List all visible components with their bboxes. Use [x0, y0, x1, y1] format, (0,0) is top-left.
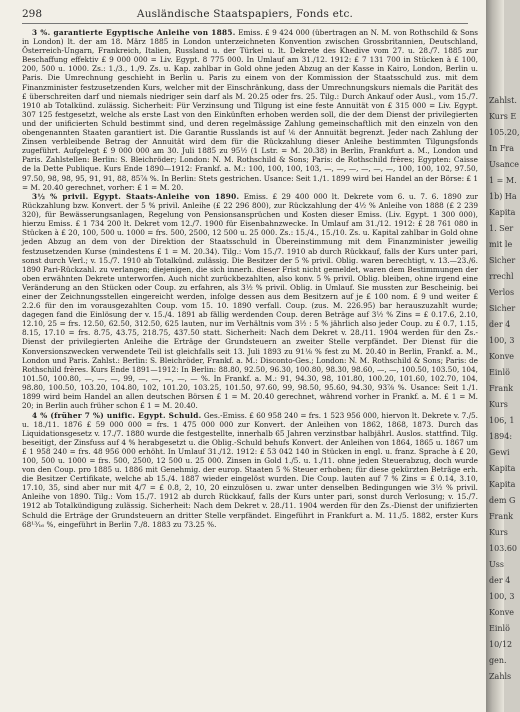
section-egypt-1885: [22, 28, 478, 192]
adjacent-page-fragment: 105.20,: [489, 128, 520, 137]
section-egypt-1890: [22, 192, 478, 410]
adjacent-page-fragment: der 4: [489, 576, 511, 585]
adjacent-page-fragment: Einlö: [489, 624, 510, 633]
adjacent-page-fragment: gen.: [489, 656, 507, 665]
adjacent-page-fragment: dem G: [489, 496, 516, 505]
adjacent-page-fragment: Kurs: [489, 400, 508, 409]
adjacent-page-fragment: Sicher: [489, 304, 516, 313]
adjacent-page-fragment: 1b) Ha: [489, 192, 517, 201]
adjacent-page-fragment: In Fra: [489, 144, 514, 153]
adjacent-page-fragment: 103.60: [489, 544, 517, 553]
adjacent-page-fragment: Einlö: [489, 368, 510, 377]
adjacent-page-fragment: 100, 3: [489, 336, 515, 345]
page-body: [22, 28, 478, 529]
adjacent-page-fragment: Kurs E: [489, 112, 517, 121]
adjacent-page-fragment: Frank: [489, 512, 514, 521]
adjacent-page-fragment: Kapita: [489, 480, 516, 489]
section-text: Emiss. £ 9 424 000 (übertragen an N. M. von Rothschild & Sons in London) lt. der am 18. März 1885 in London unterzeichneten Konvention zwischen Grossbritannien, Deutschland, Österreich-Ungarn, Frankreich, Italien, Russland u. der Türkei u. lt. Dekrete des Khedive vom 27. u. 28./7. 1885 zur Beschaffung effektiv £ 9 000 000 = Liv. Egypt. 8 775 000. In Umlauf am 31./12. 1912: £ 7 131 700 in Stücken à £ 100, 200, 500 u. 1000. Zs.: 1./3., 1./9. Zs. u. Kap. zahlbar in Gold ohne jeden Abzug an der Kasse in Kairo, London, Berlin u. Paris. Die Umrechnung geschieht in Berlin u. Paris zu einem von der Kommission der Staatsschuld zus. mit dem Finanzminister festzusetzenden Kurs, welcher mit der Einschränkung, dass der Umrechnungskurs niemals die Parität des £ überschreiten darf und niemals niedriger sein darf als M. 20.25 oder frs. 25. Tilg.: Durch Ankauf oder Ausl., vom 15./7. 1910 ab Totalkünd. zulässig. Sicherheit: Für Verzinsung und Tilgung ist eine feste Annuität von £ 315 000 = Liv. Egypt. 307 125 festgesetzt, welche als erste Last von den Einkünften erhoben werden soll, die der dem Dienst der privilegierten und der unificierten Schuld bestimmt sind, und deren regelmässige Zahlung gemeinschaftlich mit den einzeln von den obengenannten Staaten garantiert ist. Die Garantie Russlands ist auf ⅙ der Annuität begrenzt. Jeder nach Zahlung der Zinsen verbleibende Betrag der Annuität wird dem für die Rückzahlung dieser Anleihe bestimmten Tilgungsfonds zugeführt. Aufgelegt £ 9 000 000 am 30. Juli 1885 zu 95½ (1 Lstr. = M. 20.38) in Berlin, Frankfurt a. M., London und Paris. Zahlstellen: Berlin: S. Bleichröder; London: N. M. Rothschild & Sons; Paris: de Rothschild frères; Egypten: Caisse de la Dette Publique. Kurs Ende 1890—1912: Frankf. a. M.: 100, 100, 100, 103, —, —, —, —, —, —, 100, 100, 102, 97.50, 97.50, 98, 98, 95, 91, 91, 88, 85⅞ %. In Berlin: Stets gestrichen. Usance: Seit 1./1. 1899 wird bei Handel an der Börse: £ 1 = M. 20.40 gerechnet, vorher: £ 1 = M. 20.: [22, 28, 479, 192]
adjacent-page-fragment: Konve: [489, 608, 514, 617]
adjacent-page-fragment: 1894:: [489, 432, 513, 441]
adjacent-page-fragment: Uss: [489, 560, 504, 569]
section-text: Ges.-Emiss. £ 60 958 240 = frs. 1 523 956 000, hiervon lt. Dekrete v. 7./5. u. 18./11. 1876 £ 59 000 000 = frs. 1 475 000 000 zur Konvert. der Anleihen von 1862, 1868, 1873. Durch das Liquidationsgesetz v. 17./7. 1880 wurde die festgestellte, innerhalb 65 Jahren verzinstbar halbjährl. Auslos. stattfind. Tilg. beseitigt, der Zinsfuss auf 4 % herabgesetzt u. die Oblig.-Schuld behufs Konvert. der Anleihen von 1864, 1865 u. 1867 um £ 1 958 240 = frs. 48 956 000 erhöht. In Umlauf 31./12. 1912: £ 53 042 140 in Stücken in engl. u. franz. Sprache à £ 20, 100, 500 u. 1000 = frs. 500, 2500, 12 500 u. 25 000. Zinsen in Gold 1./5. u. 1./11. ohne jeden Steuerabzug, doch wurde von den Coup. pro 1885 u. 1886 mit Genehmig. der europ. Staaten 5 % Steuer erhoben; für diese gekürzten Beträge erh. die Besitzer Certifikate, welche ab 15./4. 1887 wieder eingelöst wurden. Die Coup. lauten auf 7 % Zins = £ 0.14, 3.10, 17.10, 35, sind aber nur mit 4/7 = £ 0.8, 2, 10, 20 einzulösen u. zwar unter denselben Bedingungen wie 3½ % privil. Anleihe von 1890. Tilg.: Vom 15./7. 1912 ab durch Rückkauf, falls der Kurs unter pari, sonst durch Verlosung; v. 15./7. 1912 ab Totalkündigung zulässig. Sicherheit: Nach dem Dekret v. 28./11. 1904 werden für den Zs.-Dienst der unifizierten Schuld die Erträge der Grundsteuern an dritter Stelle verpfändet. Eingeführt in Frankfurt a. M. 11./5. 1882, erster Kurs 68¹³⁄₁₆ %, eingeführt in Berlin 7./8. 1883 zu 73.25 %.: [22, 410, 479, 529]
adjacent-page-fragment: 1. Ser: [489, 224, 514, 233]
adjacent-page-fragment: Kapita: [489, 464, 516, 473]
adjacent-page-fragment: Konve: [489, 352, 514, 361]
adjacent-page-fragment: 100, 3: [489, 592, 515, 601]
page-header: [22, 8, 468, 24]
section-text: Emiss. £ 29 400 000 lt. Dekrete vom 6. u. 7. 6. 1890 zur Rückzahlung bzw. Konvert. der 5 % privil. Anleihe (£ 22 296 800), zur Rückzahlung der 4½ % Anleihe von 1888 (£ 2 239 320), für Bewässerungsanlagen, Regelung von Pensionsansprüchen und Kosten dieser Emiss. (Liv. Egypt. 1 300 000), hierzu Emiss. £ 1 734 200 lt. Dekret vom 12./7. 1900 für Eisenbahnzwecke. In Umlauf am 31./12. 1912: £ 28 761 080 in Stücken à £ 20, 100, 500 u. 1000 = frs. 500, 2500, 12 500 u. 25 000. Zs.: 15./4., 15./10. Zs. u. Kapital zahlbar in Gold ohne jeden Abzug an dem von der Direktion der Staatsschuld in Übereinstimmung mit dem Finanzminister jeweilig festzusetzenden Kurse (mindestens £ 1 = M. 20.34). Tilg.: Vom 15./7. 1910 ab durch Rückkauf, falls der Kurs unter pari, sonst durch Verl.; v. 15./7. 1910 ab Totalkünd. zulässig. Die Besitzer der 5 % privil. Oblig. waren berechtigt, v. 13.—23./6. 1890 Pari-Rückzahl. zu verlangen; diejenigen, die sich innerh. dieser Frist nicht gemeldet, waren dem Bestimmungen der oben erwähnten Dekrete unterworfen. Auch nicht zurückbezahlten, also konv. 5 % privil. Oblig. bleiben, ohne irgend eine Veränderung an den Stücken oder Coup. zu erfahren, als 3½ % privil. Oblig. in Umlauf. Sie mussten zur Bescheinig. bei einer der Zeichnungsstellen eingereicht werden, infolge dessen aus dem Besitzern auf je £ 100 nom. £ 9 und weiter £ 2.2.6 für den im vorausgezahlten Coup. vom 15. 10. 1890 verfall. Coup. (zus. M. 226.95) bar herauszuzahlt wurde; dagegen fand die Einlösung der v. 15./4. 1891 ab fällig werdenden Coup. deren Beträge auf 3½ % Zins = £ 0.17.6, 2.10, 12.10, 25 = frs. 12.50, 62.50, 312.50, 625 lauten, nur im Verhältnis vom 3½ : 5 % jährlich also jeder Coup. zu £ 0.7, 1.15, 8.15, 17.10 = frs. 8.75, 43.75, 218.75, 437.50 statt. Sicherheit: Nach dem Dekret v. 28./11. 1904 werden für den Zs.-Dienst der privilegierten Anleihe die Erträge der Grundsteuern an zweiter Stelle verpfändet. Der Dienst für die Konversionszwecken verwendete Teil ist gleichfalls seit 13. Juli 1893 zu 91⅛ % fest zu M. 20.40 in Berlin, Frankf. a. M., London und Paris. Zahlst.: Berlin: S. Bleichröder, Frankf. a. M.: Disconto-Ges.; London: N. M. Rothschild & Sons; Paris: de Rothschild frères. Kurs Ende 1891—1912: In Berlin: 88.80, 92.50, 96.30, 100.80, 98.30, 98.60, —, —, 100.50, 103.50, 104, 101.50, 100.80, —, —, —, 99, —, —, —, —, — %. In Frankf. a. M.: 91, 94.30, 98, 101.80, 100.20, 101.60, 102.70, 104, 98.80, 100.50, 103.20, 104.80, 102, 101.20, 103.25, 101.50, 97.60, 99, 98.50, 95.60, 94.30, 93⅞ %. Usance: Seit 1./1. 1899 wird beim Handel an allen deutschen Börsen £ 1 = M. 20.40 gerechnet, während vorher in Frankf. a. M. £ 1 = M. 20; in Berlin auch früher schon £ 1 = M. 20.40.: [22, 191, 478, 411]
section-egypt-unified: [22, 411, 478, 529]
section-heading: 3 %. garantierte Egyptische Anleihe von 1885.: [32, 28, 236, 37]
adjacent-page-fragment: der 4: [489, 320, 511, 329]
adjacent-page-fragment: Zahls: [489, 672, 512, 681]
adjacent-page-fragment: rrechl: [489, 272, 514, 281]
adjacent-page-fragment: Usance: [489, 160, 519, 169]
adjacent-page-fragment: Kurs: [489, 528, 508, 537]
page-number: 298: [22, 8, 43, 20]
running-title: Ausländische Staatspapiers, Fonds etc.: [136, 8, 354, 20]
adjacent-page-fragment: Kapita: [489, 208, 516, 217]
adjacent-page-fragment: 106, 1: [489, 416, 515, 425]
adjacent-page-fragment: mit le: [489, 240, 513, 249]
adjacent-page-fragment: Zahlst.: [489, 96, 517, 105]
adjacent-page-fragment: Frank: [489, 384, 514, 393]
adjacent-page-edge: [486, 0, 520, 712]
header-rule: [22, 23, 468, 24]
adjacent-page-fragment: Gewi: [489, 448, 510, 457]
adjacent-page-fragment: Sicher: [489, 256, 516, 265]
adjacent-page-fragment: 10/12: [489, 640, 513, 649]
adjacent-page-fragment: Verlos: [489, 288, 515, 297]
adjacent-page-fragment: 1 = M.: [489, 176, 517, 185]
section-heading: 3½ % privil. Egypt. Staats-Anleihe von 1890.: [32, 191, 240, 201]
section-heading: 4 % (früher 7 %) unific. Egypt. Schuld.: [32, 410, 202, 420]
